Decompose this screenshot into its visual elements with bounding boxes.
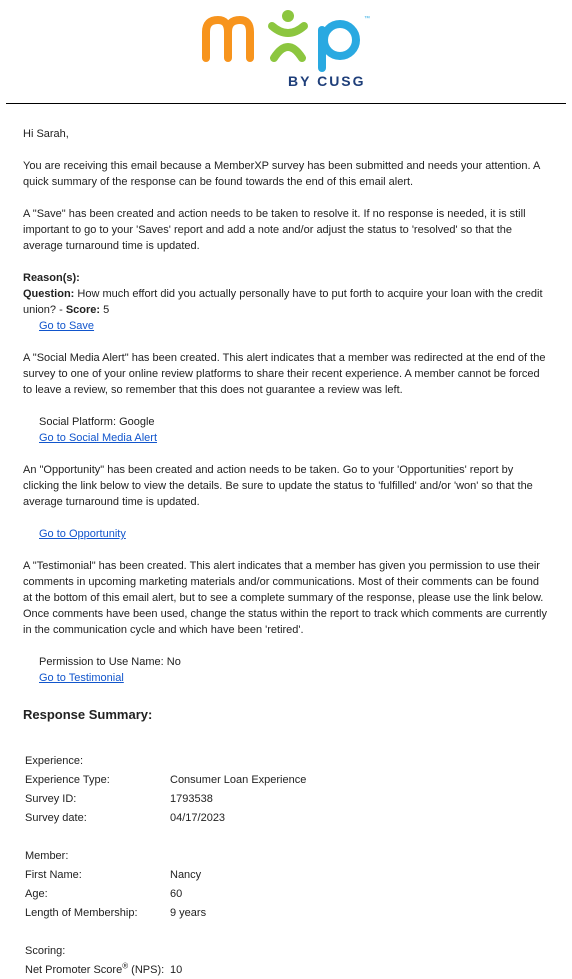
nps-value: 10: [170, 963, 183, 976]
permission-text: Permission to Use Name: No: [39, 656, 181, 668]
table-row: [25, 960, 306, 979]
email-body: [0, 126, 572, 979]
question-text: How much effort did you actually personally have to put forth to acquire your loan with the credit union? -: [23, 288, 543, 316]
table-row: Survey date: 04/17/2023: [25, 811, 226, 824]
mxp-logo: [196, 6, 386, 96]
scoring-heading: Scoring:: [25, 944, 66, 957]
response-summary-table: [25, 751, 306, 979]
response-summary-title: Response Summary:: [23, 707, 153, 722]
opportunity-paragraph: An "Opportunity" has been created and action needs to be taken. Go to your 'Opportunities' report by clicking the link below to view the details. Be sure to update the status to 'fulfilled' and/or 'won' so that the average turnaround time is updated.: [23, 464, 533, 508]
go-to-testimonial-link[interactable]: Go to Testimonial: [39, 672, 124, 684]
svg-text:™: ™: [364, 16, 370, 22]
testimonial-paragraph: A "Testimonial" has been created. This alert indicates that a member has given you permission to use their comments in upcoming marketing materials and/or communications. Most of their comments can be found at the bottom of this email alert, but to see a complete summary of the response, please use the link below. Once comments have been used, change the status within the report to track which comments are currently in the communication cycle and which have been 'retired'.: [23, 560, 547, 636]
reasons-label: Reason(s):: [23, 272, 80, 284]
tagline: BY CUSG: [288, 73, 366, 89]
save-paragraph: A "Save" has been created and action needs to be taken to resolve it. If no response is needed, it is still important to go to your 'Saves' report and add a note and/or adjust the status to 'resolved' so that the average turnaround time is updated.: [23, 208, 526, 252]
score-label: Score:: [65, 304, 101, 316]
table-row: Length of Membership: 9 years: [25, 906, 207, 919]
experience-heading: Experience:: [25, 754, 84, 767]
question-line: [23, 286, 550, 318]
table-row: Experience Type: Consumer Loan Experience: [25, 773, 307, 786]
go-to-opportunity-link[interactable]: Go to Opportunity: [39, 528, 126, 540]
greeting: Hi Sarah,: [23, 128, 69, 140]
go-to-save-link[interactable]: Go to Save: [39, 320, 95, 332]
intro-paragraph: You are receiving this email because a MemberXP survey has been submitted and needs your attention. A quick summary of the response can be found towards the end of this email alert.: [23, 160, 540, 188]
go-to-social-media-alert-link[interactable]: Go to Social Media Alert: [39, 432, 158, 444]
table-row: First Name: Nancy: [25, 868, 202, 881]
social-paragraph: A "Social Media Alert" has been created. This alert indicates that a member was redirected at the end of the survey to one of your online review platforms to share their recent experience. A member cannot be forced to leave a review, so remember that this does not guarantee a review was left.: [23, 352, 546, 396]
social-platform: Social Platform: Google: [39, 416, 155, 428]
member-heading: Member:: [25, 849, 69, 862]
table-row: Survey ID: 1793538: [25, 792, 213, 805]
score-value: 5: [103, 304, 110, 316]
nps-label: Net Promoter Score® (NPS):: [25, 960, 165, 976]
table-row: Age: 60: [25, 887, 183, 900]
question-label: Question:: [23, 288, 75, 300]
email-header: [6, 0, 566, 104]
